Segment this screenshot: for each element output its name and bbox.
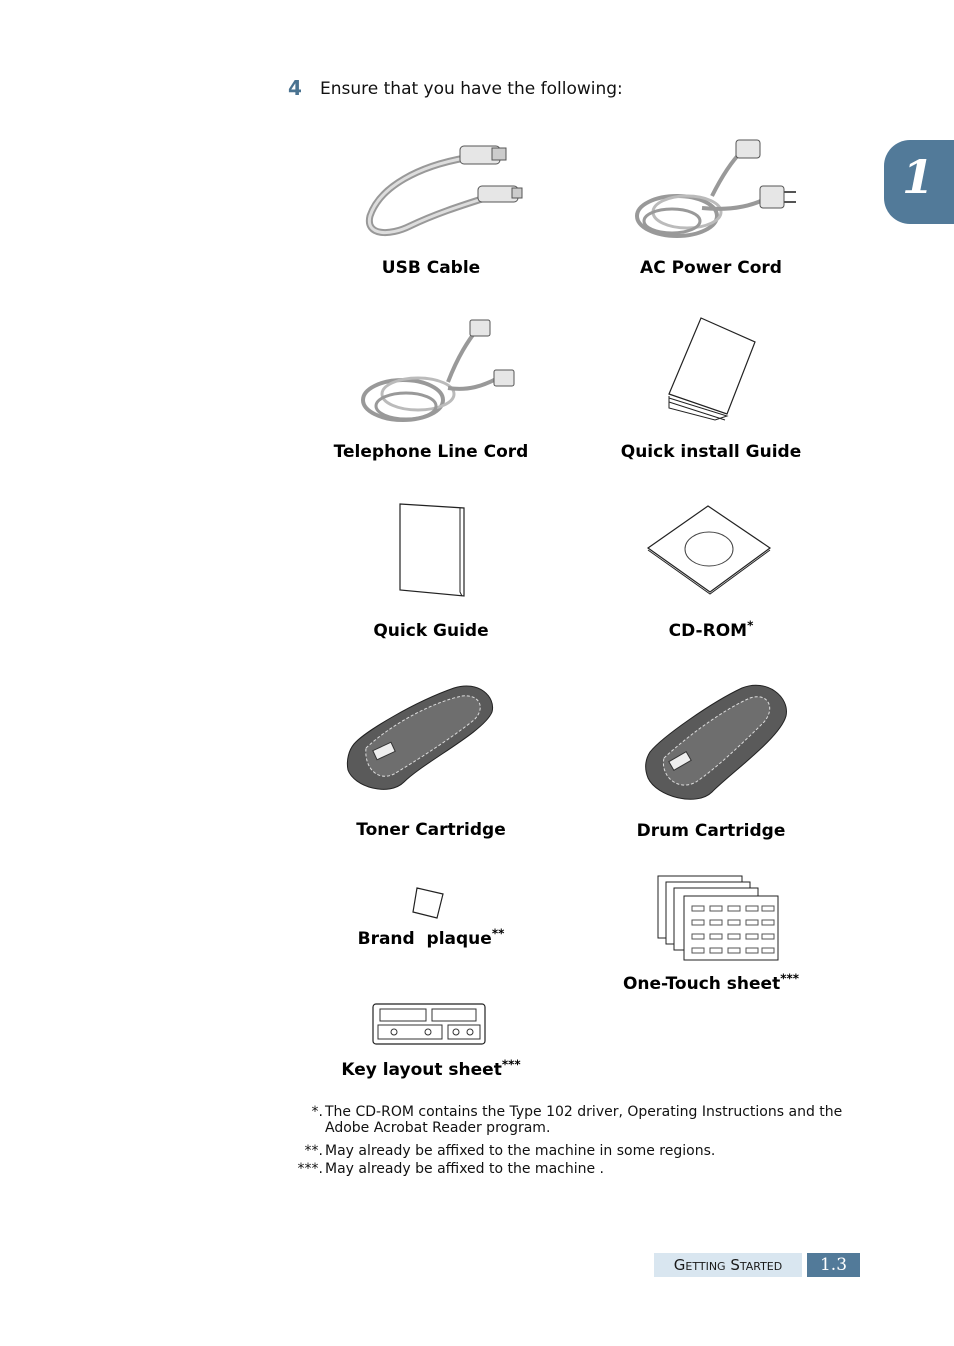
caption-quick-install-guide: Quick install Guide: [620, 442, 802, 462]
caption-one-touch-sheet: One-Touch sheet***: [622, 971, 800, 994]
brand-plaque-illustration: [411, 886, 445, 920]
caption-drum-cartridge: Drum Cartridge: [636, 821, 786, 841]
drum-cartridge-illustration: [642, 682, 792, 806]
caption-cd-rom: CD-ROM*: [668, 618, 754, 641]
caption-telephone-line-cord: Telephone Line Cord: [333, 442, 529, 462]
caption-brand-plaque: Brand plaque**: [357, 926, 505, 949]
footnote-marker: **.: [304, 1143, 323, 1159]
ac-power-cord-illustration: [632, 136, 802, 242]
chapter-number: 1: [902, 150, 935, 204]
usb-cable-illustration: [360, 136, 530, 240]
quick-install-guide-illustration: [665, 316, 759, 420]
footer-page-number: 1.3: [807, 1253, 860, 1277]
quick-guide-illustration: [398, 502, 470, 598]
one-touch-sheet-illustration: [656, 874, 780, 964]
caption-quick-guide: Quick Guide: [373, 621, 489, 641]
caption-ac-power-cord: AC Power Cord: [640, 258, 782, 278]
footnote-text: May already be affixed to the machine .: [325, 1161, 604, 1177]
caption-toner-cartridge: Toner Cartridge: [356, 820, 506, 840]
footnote-text: The CD-ROM contains the Type 102 driver, Operating Instructions and the Adobe Acrobat Reader program.: [325, 1104, 843, 1136]
key-layout-sheet-illustration: [372, 1003, 488, 1047]
footnote-marker: ***.: [297, 1161, 323, 1177]
caption-key-layout-sheet: Key layout sheet***: [341, 1057, 521, 1080]
footnote-text: May already be affixed to the machine in some regions.: [325, 1143, 716, 1159]
footer-section-title: Getting Started: [654, 1253, 802, 1277]
telephone-cord-illustration: [358, 316, 528, 426]
step-instruction: Ensure that you have the following:: [320, 79, 623, 99]
step-number: 4: [288, 76, 302, 100]
caption-usb-cable: USB Cable: [381, 258, 481, 278]
toner-cartridge-illustration: [344, 682, 498, 794]
cd-rom-illustration: [644, 504, 774, 594]
footnote-marker: *.: [311, 1104, 323, 1120]
